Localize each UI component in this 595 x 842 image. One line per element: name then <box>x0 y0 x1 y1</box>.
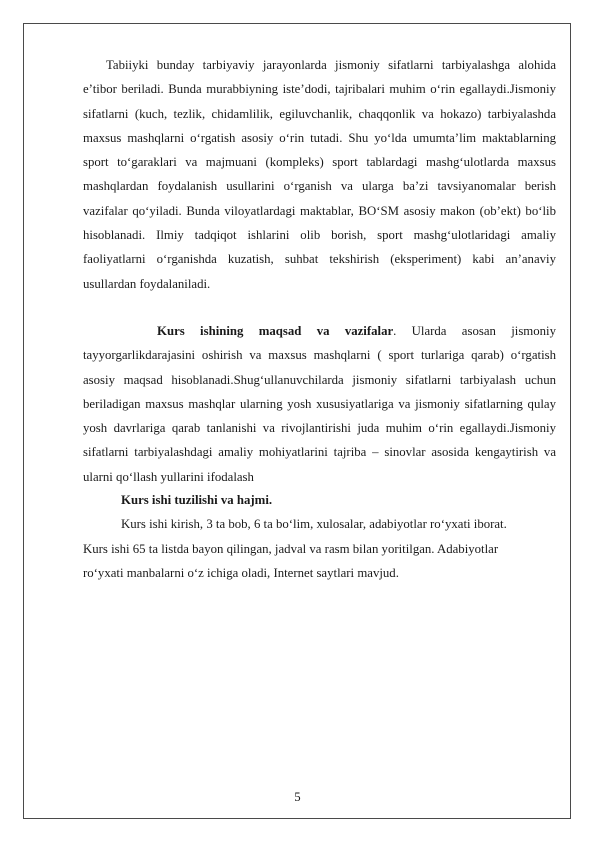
structure-line-1: Kurs ishi kirish, 3 ta bob, 6 ta bo‘lim, xulosalar, adabiyotlar ro‘yxati iborat. <box>121 517 507 531</box>
page-number: 5 <box>294 790 301 804</box>
body-paragraph-goals <box>83 319 556 489</box>
goals-heading: Kurs ishining maqsad va vazifalar <box>157 324 394 338</box>
intro-text: Tabiiyki bunday tarbiyaviy jarayonlarda jismoniy sifatlarni tarbiyalashga alohida e’tibor beriladi. Bunda murabbiyning iste’dodi, tajribalari muhim o‘rin egallaydi.Jismoniy sifatlarni (kuch, tezlik, chidamlilik, egiluvchanlik, chaqqonlik va hokazo) tarbiyalashda maxsus mashqlarni o‘rgatish asosiy o‘rin tutadi. Shu yo‘lda umumta’lim maktablarning sport to‘garaklari va majmuani (kompleks) sport tablardagi mashg‘ulotlarda maxsus mashqlardan foydalanish usullarini o‘rganish va ularga ba’zi tavsiyanomalar berish vazifalar qo‘yiladi. Bunda viloyatlardagi maktablar, BO‘SM asosiy makon (ob’ekt) bo‘lib hisoblanadi. Ilmiy tadqiqot ishlarini olib borish, sport mashg‘ulotlaridagi amaliy faoliyatlarni o‘rganishda kuzatish, suhbat tekshirish (eksperiment) kabi an’anaviy usullardan foydalaniladi. <box>83 58 556 291</box>
structure-line-3: ro‘yxati manbalarni o‘z ichiga oladi, Internet saytlari mavjud. <box>83 566 399 580</box>
body-paragraph-intro <box>83 53 556 296</box>
goals-text: . Ularda asosan jismoniy tayyorgarlikdarajasini oshirish va maxsus mashqlarni ( sport turlariga qarab) o‘rgatish asosiy maqsad hisoblanadi.Shug‘ullanuvchilarda jismoniy sifatlarni tarbiyalash uchun beriladigan maxsus mashqlar ularning yosh xususiyatlariga va jismoniy sifatlarning qulay yosh davrlariga qarab tanlanishi va rivojlantirishi juda muhim o‘rin egallaydi.Jismoniy sifatlarni tarbiyalashdagi amaliy mohiyatlarini tajriba – sinovlar asosida kengaytirish va ularni qo‘llash yullarini ifodalash <box>83 324 557 484</box>
structure-line-2: Kurs ishi 65 ta listda bayon qilingan, jadval va rasm bilan yoritilgan. Adabiyotlar <box>83 542 499 556</box>
structure-heading: Kurs ishi tuzilishi va hajmi. <box>121 493 273 507</box>
